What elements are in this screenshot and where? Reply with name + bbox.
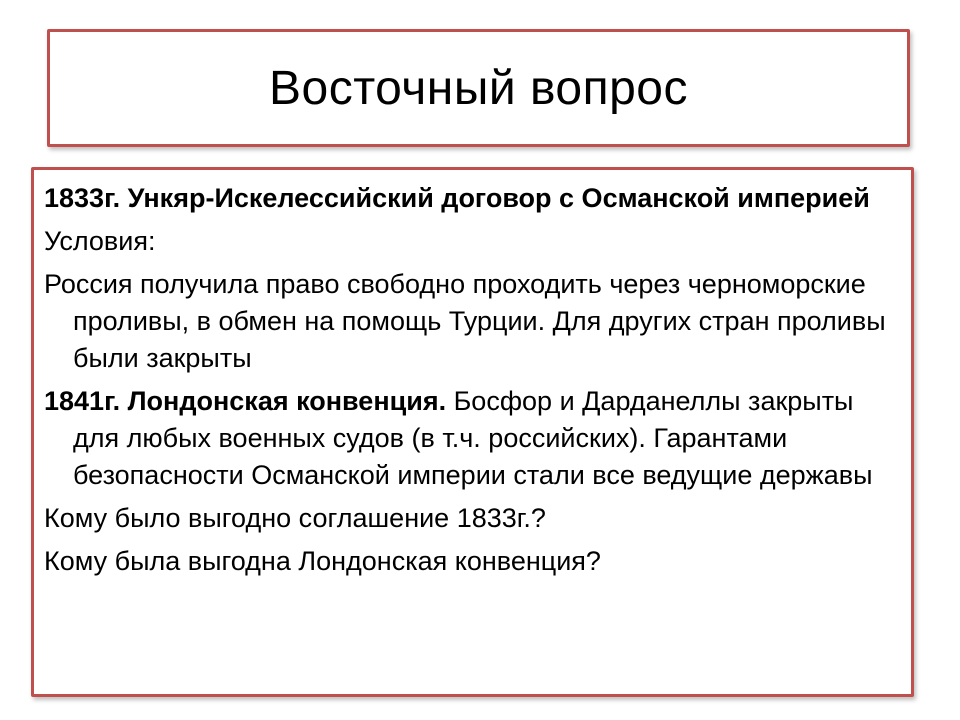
content-box bbox=[31, 167, 914, 697]
paragraph-conditions-detail: Россия получила право свободно проходить через черноморские проливы, в обмен на помощь Турции. Для других стран проливы были закрыты bbox=[44, 269, 886, 373]
paragraph-convention-1841 bbox=[44, 383, 897, 494]
convention-detail: Босфор и Дарданеллы закрыты для любых военных судов (в т.ч. российских). Гарантами безопасности Османской империи стали все ведущие державы bbox=[73, 386, 873, 490]
paragraph-treaty-1833: 1833г. Ункяр-Искелессийский договор с Османской империей bbox=[44, 183, 870, 213]
title-box bbox=[47, 29, 910, 147]
convention-heading: 1841г. Лондонская конвенция. bbox=[44, 386, 447, 416]
question-1841: Кому была выгодна Лондонская конвенция? bbox=[44, 546, 601, 576]
paragraph-conditions: Условия: bbox=[44, 226, 156, 256]
question-1833: Кому было выгодно соглашение 1833г.? bbox=[44, 503, 546, 533]
slide-title: Восточный вопрос bbox=[269, 61, 688, 115]
